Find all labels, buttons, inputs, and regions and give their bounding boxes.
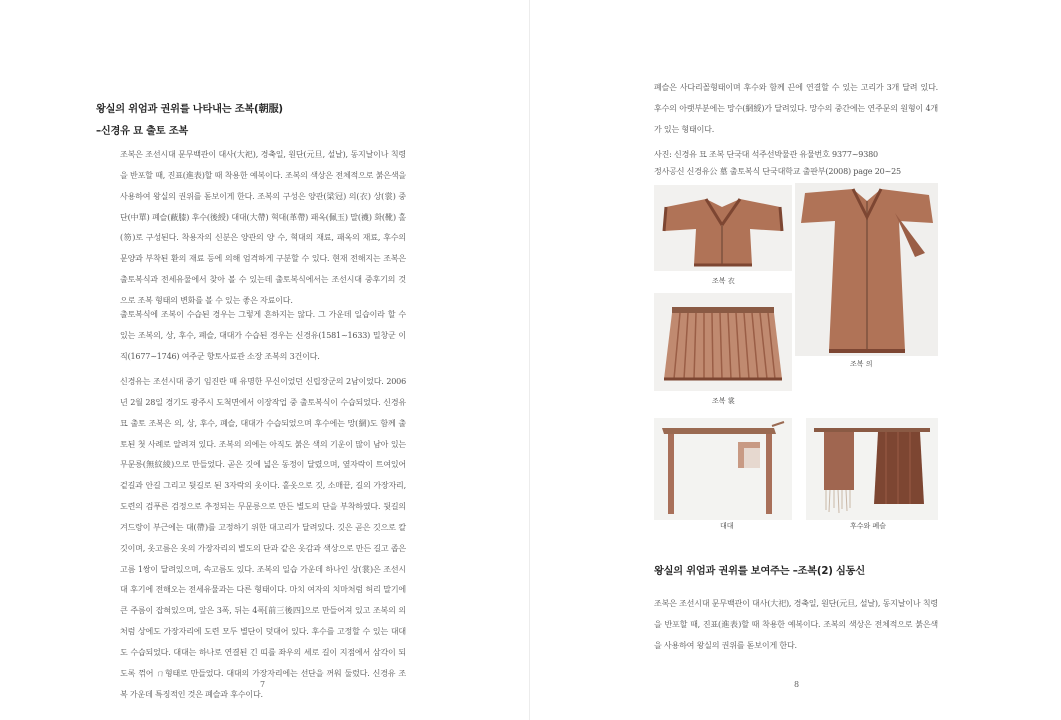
caption-sash: 대대 (720, 522, 734, 530)
photo-sash (654, 418, 792, 520)
photo-husu-pyeseul (806, 418, 938, 520)
right-page (530, 0, 1061, 720)
photo-source-line-1: 사진: 신경유 묘 조복 단국대 석주선박물관 유물번호 9377~9380 (654, 150, 878, 159)
page-number-right: 8 (794, 680, 800, 689)
photo-robe-back (795, 183, 938, 356)
pleated-skirt-illustration (654, 293, 792, 391)
robe-back-illustration (795, 183, 938, 356)
section-2-title: 왕실의 위엄과 권위를 보여주는 –조복(2) 심동신 (654, 566, 865, 577)
paragraph-pyeseul-husu: 폐슬은 사다리꼴형태이며 후수와 함께 끈에 연결할 수 있는 고리가 3개 달려 있다. 후수의 아랫부분에는 망수(網綬)가 달려있다. 망수의 중간에는 연주문의 원형이 4개가 있는 형태이다. (654, 83, 938, 134)
title-line-2: –신경유 묘 출토 조복 (96, 126, 189, 137)
caption-robe-korean: 조복 의 (850, 360, 873, 368)
photo-source-line-2: 정사공신 신경유公 墓 출토복식 단국대학교 출판부(2008) page 20~25 (654, 167, 901, 176)
photo-pleated-skirt (654, 293, 792, 391)
paragraph-section-2: 조복은 조선시대 문무백관이 대사(大祀), 경축일, 원단(元旦, 설날), 동지날이나 칙령을 반포할 때, 진표(進表)할 때 착용한 예복이다. 조복의 색상은 전체적으로 붉은색을 사용하여 왕실의 권위를 돋보이게 한다. (654, 599, 938, 650)
robe-front-illustration (654, 185, 792, 271)
caption-husu-pyeseul: 후수와 폐슬 (850, 522, 887, 530)
photo-robe-front (654, 185, 792, 271)
sash-illustration (654, 418, 792, 520)
caption-skirt: 조복 裳 (712, 397, 735, 405)
paragraph-excavated-cases: 출토복식에 조복이 수습된 경우는 그렇게 흔하지는 않다. 그 가운데 일습이라 할 수 있는 조복의, 상, 후수, 폐슬, 대대가 수습된 경우는 신경유(1581~1633) 밀창군 이직(1677~1746) 여주군 향토사료관 소장 조복의 3건이다. (120, 310, 406, 361)
husu-pyeseul-illustration (806, 418, 938, 520)
paragraph-choboks-intro: 조복은 조선시대 문무백관이 대사(大祀), 경축일, 원단(元旦, 설날), 동지날이나 칙령을 반포할 때, 진표(進表)할 때 착용한 예복이다. 조복의 색상은 전체적으로 붉은색을 사용하여 왕실의 권위를 돋보이게 한다. 조복의 구성은 양관(梁冠) 의(衣) 상(裳) 중단(中單) 폐슬(蔽膝) 후수(後綬) 대대(大帶) 혁대(革帶) 패옥(佩玉) 말(襪) 화(靴) 홀(笏)로 구성된다. 착용자의 신분은 양관의 양 수, 혁대의 재료, 패옥의 재료, 후수의 문양과 부착된 환의 재료 등에 의해 엄격하게 구분할 수 있다. 현재 전해지는 조복은 출토복식과 전세유물에서 찾아 볼 수 있는데 출토복식에서는 조선시대 중후기의 것으로 조복 형태의 변화를 볼 수 있는 좋은 자료이다. (120, 150, 406, 305)
page-number-left: 7 (260, 680, 266, 689)
caption-robe-hanja: 조복 衣 (712, 277, 735, 285)
left-page (0, 0, 530, 720)
title-line-1: 왕실의 위엄과 권위를 나타내는 조복(朝服) (96, 104, 283, 115)
paragraph-shin-gyeongyu: 신경유는 조선시대 중기 임진란 때 유명한 무신이었던 신립장군의 2남이었다. 2006년 2월 28일 경기도 광주시 도척면에서 이장작업 중 출토복식이 수습되었다. 신경유 묘 출토 조복은 의, 상, 후수, 폐슬, 대대가 수습되었으며 후수에는 망(網)도 함께 출토된 첫 사례로 알려져 있다. 조복의 의에는 아직도 붉은 색의 기운이 많이 남아 있는 무문릉(無紋綾)으로 만들었다. 곧은 깃에 넓은 동정이 달렸으며, 옆자락이 트여있어 겉길과 안길 그리고 뒷길로 된 3자락의 옷이다. 홑옷으로 깃, 소매끝, 길의 가장자리, 도련의 검푸른 검정으로 추정되는 무문릉으로 만든 별도의 단을 부착하였다. 뒷길의 겨드랑이 부근에는 대(帶)를 고정하기 위한 대고리가 달려있다. 깃은 곧은 깃으로 칼깃이며, 옷고름은 옷의 가장자리의 별도의 단과 같은 옷감과 색상으로 만든 길고 좁은 고름 1쌍이 달려있으며, 속고름도 있다. 조복의 일습 가운데 하나인 상(裳)은 조선시대 후기에 전해오는 전세유물과는 다른 형태이다. 마치 여자의 치마처럼 허리 말기에 큰 주름이 잡혀있으며, 앞은 3폭, 뒤는 4폭[前三後四]으로 만들어져 있고 조복의 의처럼 상에도 가장자리에 도련 모두 별단이 덧대어 있다. 후수를 고정할 수 있는 대대도 수습되었다. 대대는 하나로 연결된 긴 띠를 좌우의 세로 길이 지점에서 삼각이 되도록 꺾어 ㄇ형태로 만들었다. 대대의 가장자리에는 선단을 꺼워 둘렀다. 신경유 조복 가운데 특징적인 것은 폐슬과 후수이다. (120, 377, 406, 699)
